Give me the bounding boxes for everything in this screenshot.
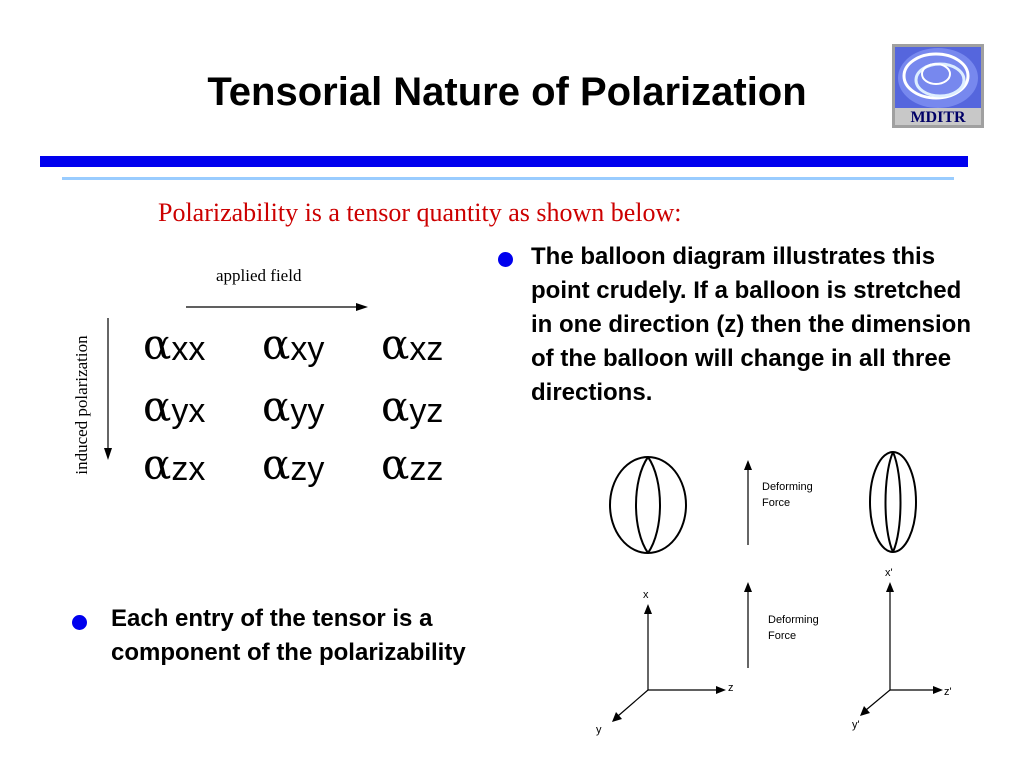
induced-polarization-label: induced polarization — [72, 335, 91, 475]
subtitle: Polarizability is a tensor quantity as shown below: — [158, 198, 682, 227]
axis-label-x: x — [643, 589, 649, 601]
force-label-bottom-line1: Deforming — [768, 614, 819, 626]
tensor-entry-yz: αyz — [381, 382, 444, 431]
axis-label-z: z — [728, 682, 734, 694]
bullet-balloon-text: The balloon diagram illustrates this point crudely. If a balloon is stretched in one direction (z) then the dimension of the balloon will change in all three directions. — [531, 243, 972, 406]
tensor-entry-xy: αxy — [262, 320, 325, 369]
force-arrow-top-icon — [744, 460, 752, 545]
slide-title: Tensorial Nature of Polarization — [207, 70, 807, 114]
tensor-entry-zz: αzz — [381, 440, 444, 489]
force-label-bottom-line2: Force — [768, 630, 797, 642]
axis-label-y: y — [596, 724, 602, 736]
balloon-stretched-icon — [870, 452, 916, 552]
balloon-round-icon — [610, 457, 686, 553]
tensor-entry-zy: αzy — [262, 440, 325, 489]
tensor-entry-yy: αyy — [262, 382, 325, 431]
tensor-entry-xx: αxx — [143, 320, 206, 369]
axis-label-y-prime: y' — [852, 719, 860, 731]
force-arrow-bottom-icon — [744, 582, 752, 668]
force-label-top-line1: Deforming — [762, 481, 813, 493]
bullet-tensor-text: Each entry of the tensor is a component of the polarizability — [111, 605, 466, 666]
axis-label-x-prime: x' — [885, 567, 893, 579]
tensor-entry-zx: αzx — [143, 440, 206, 489]
axes-left-icon — [612, 604, 726, 722]
applied-field-label: applied field — [216, 266, 302, 285]
tensor-entry-yx: αyx — [143, 382, 206, 431]
logo-text: MDITR — [910, 109, 966, 126]
tensor-entry-xz: αxz — [381, 320, 444, 369]
force-label-top-line2: Force — [762, 497, 791, 509]
axis-label-z-prime: z' — [944, 686, 952, 698]
axes-right-icon — [860, 582, 943, 716]
